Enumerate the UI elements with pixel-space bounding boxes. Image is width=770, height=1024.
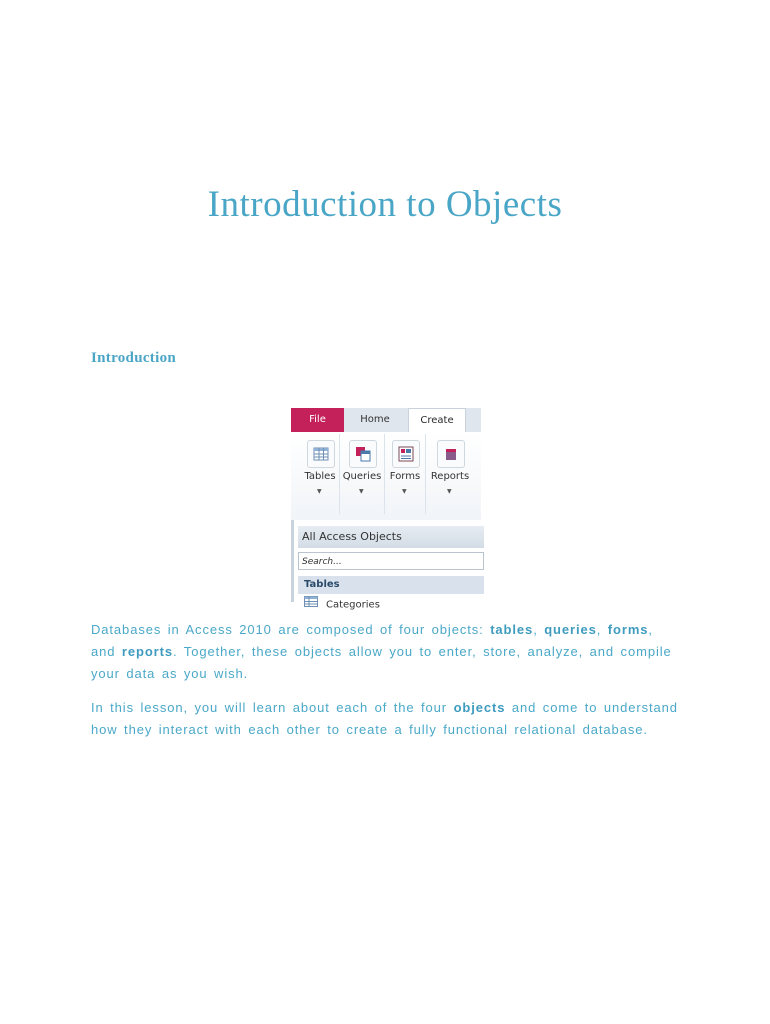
nav-search-field: Search... [298, 552, 484, 570]
table-icon [304, 596, 318, 613]
text-run: , [533, 622, 545, 637]
tab-create: Create [408, 408, 466, 433]
ribbon-label-reports: Reports [430, 471, 470, 482]
nav-pane-header: All Access Objects [298, 526, 484, 548]
text-run: , and [91, 622, 653, 659]
term-queries: queries [544, 622, 597, 637]
nav-item-label: Categories [326, 599, 380, 611]
term-tables: tables [490, 622, 534, 637]
ribbon-label-forms: Forms [389, 471, 421, 482]
nav-item-categories [304, 596, 380, 612]
section-heading: Introduction [91, 350, 177, 366]
table-icon [307, 440, 335, 468]
ribbon-group-tables [301, 434, 340, 514]
page-title: Introduction to Objects [207, 183, 563, 225]
dropdown-arrow-icon: ▼ [447, 488, 452, 495]
dropdown-arrow-icon: ▼ [359, 488, 364, 495]
term-forms: forms [607, 622, 649, 637]
ribbon-group-reports [426, 434, 474, 514]
term-objects: objects [453, 700, 506, 715]
dropdown-arrow-icon: ▼ [317, 488, 322, 495]
dropdown-arrow-icon: ▼ [402, 488, 407, 495]
access-ribbon-screenshot [291, 408, 481, 611]
paragraph-lesson-intro [91, 697, 681, 741]
form-icon [392, 440, 420, 468]
ribbon-create-panel [291, 432, 481, 521]
ribbon-tab-bar [291, 408, 481, 432]
nav-group-tables: Tables [298, 576, 484, 594]
query-icon [349, 440, 377, 468]
text-run: In this lesson, you will learn about each of the four [91, 700, 454, 715]
ribbon-group-forms [385, 434, 426, 514]
ribbon-label-tables: Tables [304, 471, 336, 482]
tab-file: File [291, 408, 344, 432]
text-run: and come to understand how they interact with each other to create a fully functional relational database. [91, 700, 678, 737]
tab-home: Home [345, 408, 405, 432]
report-icon [437, 440, 465, 468]
navigation-pane [291, 520, 484, 611]
term-reports: reports [121, 644, 173, 659]
ribbon-label-queries: Queries [342, 471, 382, 482]
text-run: Databases in Access 2010 are composed of four objects: [91, 622, 491, 637]
text-run: , [596, 622, 608, 637]
ribbon-group-queries [340, 434, 385, 514]
text-run: . Together, these objects allow you to enter, store, analyze, and compile your data as you wish. [91, 644, 672, 681]
paragraph-objects-overview [91, 619, 681, 685]
